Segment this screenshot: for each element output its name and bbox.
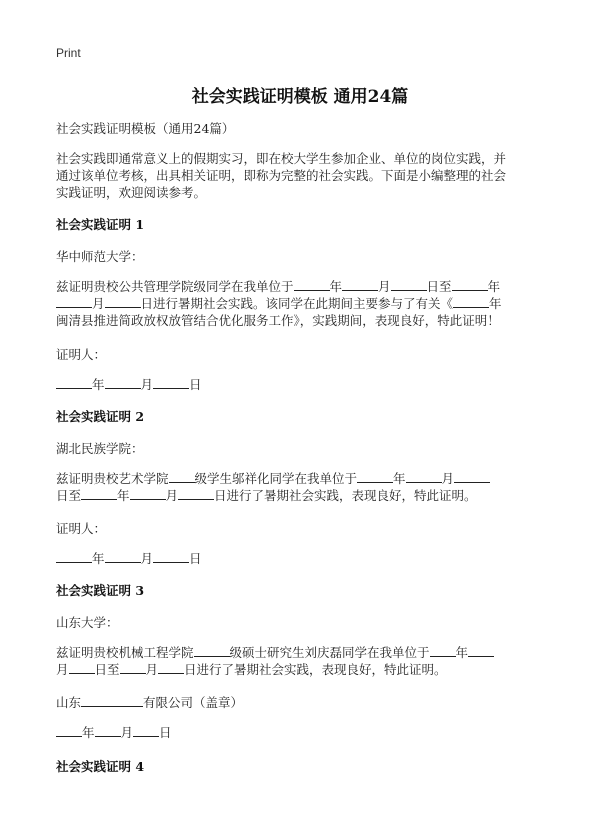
print-link[interactable]: Print	[56, 46, 81, 60]
company-seal-line	[56, 694, 552, 712]
blank-field	[194, 644, 230, 657]
body-line	[56, 278, 552, 295]
date-text: 年	[92, 551, 105, 566]
body-text: 兹证明贵校公共管理学院级同学在我单位于	[56, 279, 294, 294]
date-line	[56, 376, 552, 394]
date-text: 年	[92, 377, 105, 392]
blank-field	[406, 470, 442, 483]
body-text: 月	[165, 488, 179, 503]
section-recipient: 湖北民族学院：	[56, 441, 144, 456]
date-text: 日	[159, 725, 172, 740]
body-text: 级学生邬祥化同学在我单位于	[194, 471, 358, 486]
body-text: 月	[441, 471, 455, 486]
blank-field	[81, 694, 143, 707]
blank-field	[56, 295, 92, 308]
date-text: 月	[140, 551, 154, 566]
section-body	[56, 644, 552, 678]
section-body	[56, 470, 552, 504]
blank-field	[133, 724, 159, 737]
body-line	[56, 295, 552, 312]
body-line	[56, 661, 552, 678]
section-recipient: 华中师范大学：	[56, 249, 144, 264]
intro-paragraph	[56, 150, 552, 201]
date-text: 日	[189, 551, 202, 566]
blank-field	[105, 295, 141, 308]
intro-subtitle: 社会实践证明模板（通用24篇）	[56, 121, 235, 136]
body-text: 年	[455, 645, 469, 660]
body-text: 年	[487, 279, 501, 294]
blank-field	[95, 724, 121, 737]
body-line: 闽清县推进简政放权放管结合优化服务工作》，实践期间，表现良好，特此证明！	[56, 313, 500, 328]
blank-field	[81, 487, 117, 500]
body-text: 级硕士研究生刘庆磊同学在我单位于	[229, 645, 430, 660]
blank-field	[294, 278, 330, 291]
body-text: 年	[329, 279, 343, 294]
body-text: 日至	[94, 662, 120, 677]
section-heading: 社会实践证明 4	[56, 759, 145, 774]
body-text: 月	[145, 662, 159, 677]
signer-label: 证明人：	[56, 347, 107, 362]
blank-field	[452, 278, 488, 291]
intro-line: 社会实践即通常意义上的假期实习，即在校大学生参加企业、单位的岗位实践，并	[56, 151, 507, 166]
blank-field	[158, 661, 184, 674]
section-body	[56, 278, 552, 329]
body-text: 年	[393, 471, 406, 486]
blank-field	[391, 278, 427, 291]
blank-field	[130, 487, 166, 500]
section-heading: 社会实践证明 3	[56, 583, 145, 598]
blank-field	[69, 661, 95, 674]
blank-field	[105, 550, 141, 563]
section-recipient: 山东大学：	[56, 615, 119, 630]
blank-field	[342, 278, 378, 291]
blank-field	[357, 470, 393, 483]
company-text: 有限公司（盖章）	[143, 695, 244, 710]
blank-field	[153, 376, 189, 389]
body-text: 月	[378, 279, 391, 294]
blank-field	[56, 724, 82, 737]
body-text: 日至	[56, 488, 82, 503]
section-heading: 社会实践证明 1	[56, 217, 145, 232]
body-text: 日进行了暑期社会实践，表现良好，特此证明。	[184, 662, 447, 677]
body-line	[56, 487, 552, 504]
body-line	[56, 644, 552, 661]
body-text: 日进行了暑期社会实践，表现良好，特此证明。	[214, 488, 477, 503]
intro-line: 实践证明，欢迎阅读参考。	[56, 185, 207, 200]
blank-field	[453, 295, 489, 308]
date-text: 月	[140, 377, 154, 392]
body-text: 年	[489, 296, 502, 311]
blank-field	[178, 487, 214, 500]
body-line	[56, 470, 552, 487]
blank-field	[454, 470, 490, 483]
date-text: 日	[189, 377, 202, 392]
blank-field	[105, 376, 141, 389]
body-text: 日至	[426, 279, 452, 294]
date-line	[56, 550, 552, 568]
blank-field	[153, 550, 189, 563]
page-title: 社会实践证明模板 通用24篇	[191, 87, 409, 107]
blank-field	[120, 661, 146, 674]
date-line	[56, 724, 552, 742]
intro-line: 通过该单位考核，出具相关证明，即称为完整的社会实践。下面是小编整理的社会	[56, 168, 507, 183]
body-text: 兹证明贵校机械工程学院	[56, 645, 194, 660]
body-text: 月	[56, 662, 69, 677]
blank-field	[468, 644, 494, 657]
blank-field	[169, 470, 195, 483]
blank-field	[430, 644, 456, 657]
blank-field	[56, 550, 92, 563]
signer-label: 证明人：	[56, 521, 107, 536]
body-text: 日进行暑期社会实践。该同学在此期间主要参与了有关《	[140, 296, 454, 311]
company-text: 山东	[56, 695, 82, 710]
body-text: 兹证明贵校艺术学院	[56, 471, 169, 486]
body-text: 年	[117, 488, 130, 503]
date-text: 月	[120, 725, 134, 740]
body-text: 月	[92, 296, 105, 311]
blank-field	[56, 376, 92, 389]
section-heading: 社会实践证明 2	[56, 409, 145, 424]
date-text: 年	[82, 725, 95, 740]
